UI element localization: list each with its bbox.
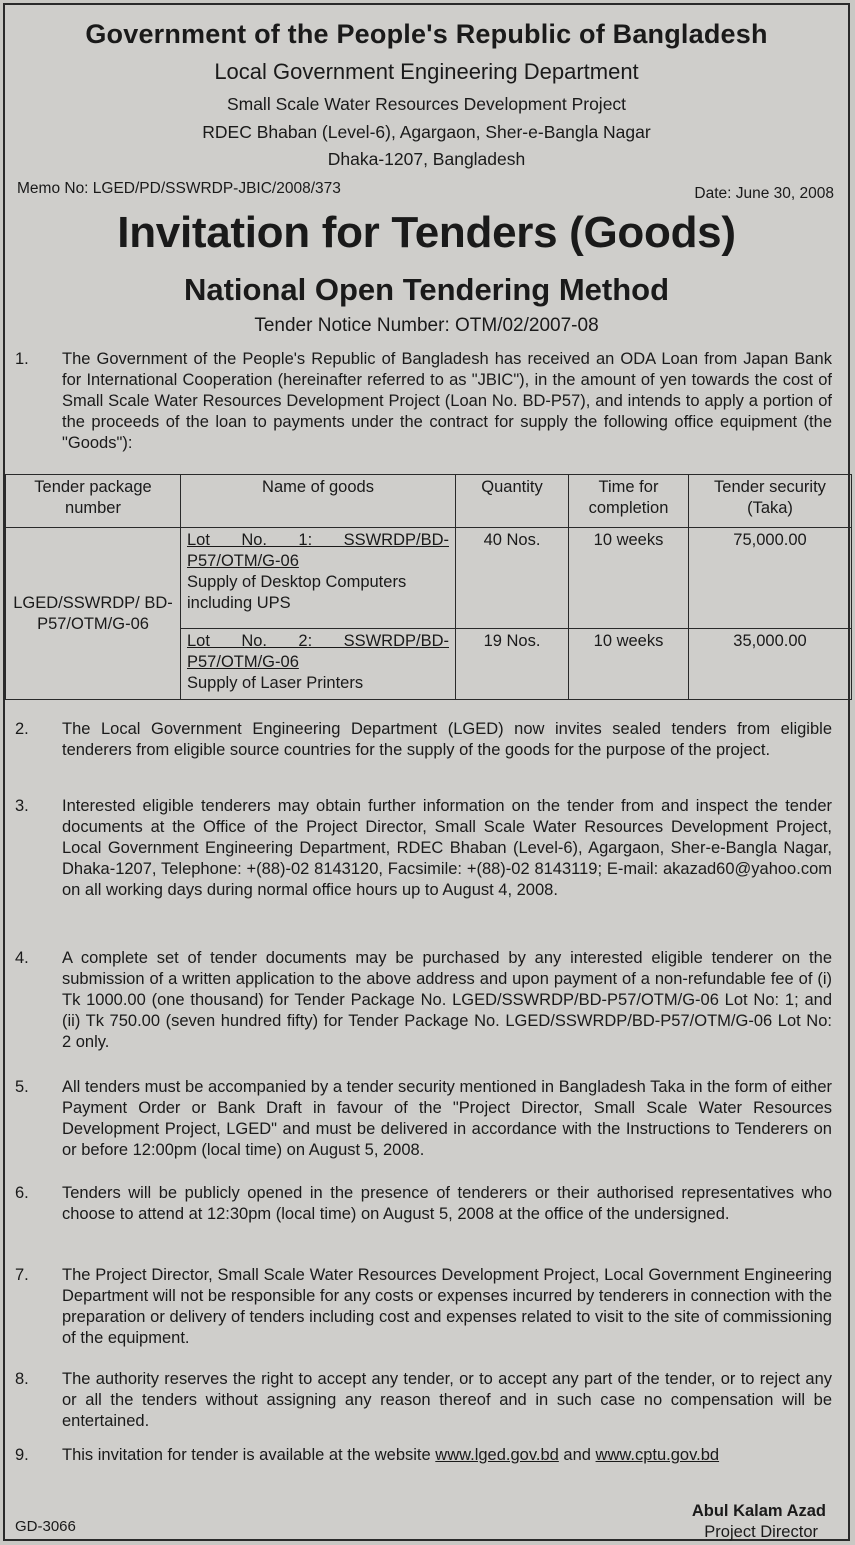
memo-number: Memo No: LGED/PD/SSWRDP-JBIC/2008/373: [17, 180, 341, 197]
goods-cell: [181, 528, 456, 629]
goods-cell: [181, 629, 456, 700]
table-row: [6, 528, 852, 629]
signer-designation: Project Director: [704, 1523, 818, 1541]
paragraph-text: The Local Government Engineering Department (LGED) now invites sealed tenders from eligible tenderers from eligible source countries for the supply of the goods for the purpose of the project.: [62, 720, 832, 759]
paragraph-text: Interested eligible tenderers may obtain further information on the tender from and inspect the tender documents at the Office of the Project Director, Small Scale Water Resources Development Project, Local Government Engineering Department, RDEC Bhaban (Level-6), Agargaon, Sher-e-Bangla Nagar, Dhaka-1207, Telephone: +(88)-02 8143120, Facsimile: +(88)-02 8143119; E-mail: akazad60@yahoo.com on all working days during normal office hours up to August 4, 2008.: [62, 797, 832, 899]
lot-description: Supply of Desktop Computers including UPS: [187, 573, 407, 612]
paragraph-number: 5.: [15, 1078, 29, 1096]
paragraph-number: 6.: [15, 1184, 29, 1202]
paragraph-text: The authority reserves the right to accept any tender, or to accept any part of the tender, or to reject any or all the tenders without assigning any reason thereof and in such case no compensation will be entertained.: [62, 1370, 832, 1430]
lot-description: Supply of Laser Printers: [187, 674, 364, 692]
address-line: RDEC Bhaban (Level-6), Agargaon, Sher-e-Bangla Nagar: [202, 122, 651, 142]
project-heading: Small Scale Water Resources Development Project: [226, 94, 627, 114]
quantity-cell: 19 Nos.: [456, 629, 569, 700]
paragraph-number: 2.: [15, 720, 29, 738]
govt-heading: Government of the People's Republic of Bangladesh: [85, 19, 768, 49]
security-cell: 35,000.00: [689, 629, 852, 700]
lged-website-link[interactable]: www.lged.gov.bd: [435, 1446, 559, 1464]
dept-heading: Local Government Engineering Department: [214, 59, 639, 84]
cptu-website-link[interactable]: www.cptu.gov.bd: [595, 1446, 720, 1464]
paragraph-number: 3.: [15, 797, 29, 815]
tender-notice-number: Tender Notice Number: OTM/02/2007-08: [254, 315, 599, 336]
paragraph-text: [62, 1445, 832, 1466]
quantity-cell: 40 Nos.: [456, 528, 569, 629]
gd-code: GD-3066: [15, 1518, 76, 1535]
page-subtitle: National Open Tendering Method: [183, 272, 670, 307]
website-intro: This invitation for tender is available at the website: [62, 1446, 431, 1464]
table-header-row: [6, 475, 852, 528]
time-cell: 10 weeks: [569, 528, 689, 629]
time-cell: 10 weeks: [569, 629, 689, 700]
paragraph-number: 8.: [15, 1370, 29, 1388]
lot-name: Lot No. 2: SSWRDP/BD-P57/OTM/G-06: [187, 632, 449, 671]
paragraph-text: The Government of the People's Republic of Bangladesh has received an ODA Loan from Japan Bank for International Cooperation (hereinafter referred to as "JBIC"), in the amount of yen towards the cost of Small Scale Water Resources Development Project (Loan No. BD-P57), and intends to apply a portion of the proceeds of the loan to payments under the contract for supply the following office equipment (the "Goods"):: [62, 350, 832, 452]
header-quantity: Quantity: [456, 475, 569, 528]
paragraph-text: All tenders must be accompanied by a tender security mentioned in Bangladesh Taka in the form of either Payment Order or Bank Draft in favour of the "Project Director, Small Scale Water Resources Development Project, LGED" and must be delivered in accordance with the Instructions to Tenderers on or before 12:00pm (local time) on August 5, 2008.: [62, 1078, 832, 1159]
paragraph-number: 4.: [15, 949, 29, 967]
tender-notice: [3, 3, 850, 1541]
paragraph-text: A complete set of tender documents may be purchased by any interested eligible tenderer on the submission of a written application to the above address and upon payment of a non-refundable fee of (i) Tk 1000.00 (one thousand) for Tender Package No. LGED/SSWRDP/BD-P57/OTM/G-06 Lot No: 1; and (ii) Tk 750.00 (seven hundred fifty) for Tender Package No. LGED/SSWRDP/BD-P57/OTM/G-06 Lot No: 2 only.: [62, 949, 832, 1051]
security-cell: 75,000.00: [689, 528, 852, 629]
city-line: Dhaka-1207, Bangladesh: [327, 149, 526, 169]
header-goods: Name of goods: [181, 475, 456, 528]
goods-table: [5, 474, 852, 700]
paragraph-text: Tenders will be publicly opened in the presence of tenderers or their authorised representatives who choose to attend at 12:30pm (local time) on August 5, 2008 at the office of the undersigned.: [62, 1184, 832, 1223]
signer-name: Abul Kalam Azad: [691, 1502, 826, 1520]
paragraph-text: The Project Director, Small Scale Water Resources Development Project, Local Government Engineering Department will not be responsible for any costs or expenses incurred by tenderers in connection with the preparation or delivery of tenders including cost and expenses related to visit to the site of commissioning of the equipment.: [62, 1266, 832, 1347]
and-text: and: [563, 1446, 591, 1464]
header-security: Tender security (Taka): [689, 475, 852, 528]
paragraph-number: 9.: [15, 1446, 29, 1464]
notice-date: Date: June 30, 2008: [694, 185, 834, 202]
paragraph-number: 7.: [15, 1266, 29, 1284]
header-package: Tender package number: [6, 475, 181, 528]
package-number: LGED/SSWRDP/ BD-P57/OTM/G-06: [6, 528, 181, 700]
page-title: Invitation for Tenders (Goods): [117, 208, 736, 257]
paragraph-number: 1.: [15, 350, 29, 368]
header-time: Time for completion: [569, 475, 689, 528]
lot-name: Lot No. 1: SSWRDP/BD-P57/OTM/G-06: [187, 531, 449, 570]
